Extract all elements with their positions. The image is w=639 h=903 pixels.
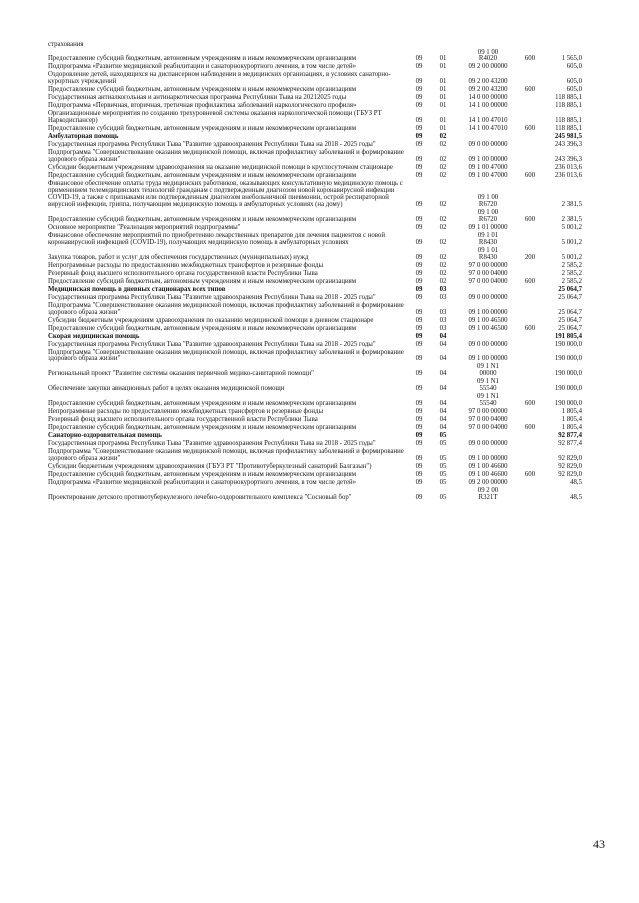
cell-amount: 92 829,0 (558, 471, 582, 479)
cell-name: Непрограммные расходы по предоставлению межбюджетных трансфертов и резервные фонды (48, 261, 324, 269)
budget-table (48, 41, 600, 502)
cell-amount: 245 981,5 (554, 133, 582, 141)
cell-amount: 190 000,0 (554, 340, 582, 348)
cell-amount: 605,0 (566, 63, 582, 71)
cell-target-code: 09 0 00 00000 (468, 340, 508, 348)
cell-subsection-code: 04 (439, 385, 447, 393)
table-row (48, 126, 600, 134)
cell-subsection-code: 03 (439, 293, 447, 301)
cell-section-code: 09 (415, 385, 423, 393)
cell-amount: 243 396,3 (554, 156, 582, 164)
cell-target-code: 09 2 00 00000 (468, 479, 508, 487)
cell-subsection-code: 02 (439, 200, 447, 208)
cell-target-code: 09 1 N1 55540 (477, 393, 499, 408)
cell-subsection-code: 01 (439, 78, 447, 86)
table-row (48, 262, 600, 270)
cell-name: Амбулаторная помощь (48, 133, 119, 141)
table-row (48, 111, 600, 126)
cell-name: Государственная программа Республики Тыва "Развитие здравоохранения Республики Тыва на 2018 - 2025 годы" (48, 141, 376, 149)
cell-subsection-code: 02 (439, 133, 447, 141)
table-row (48, 270, 600, 278)
cell-section-code: 09 (415, 408, 423, 416)
cell-target-code: 09 2 00 43200 (468, 86, 508, 94)
cell-section-code: 09 (415, 164, 423, 172)
cell-section-code: 09 (415, 308, 423, 316)
cell-name: Подпрограмма «Развитие медицинской реабилитации и санаторнокурортного лечения, в том числе детей» (48, 479, 357, 487)
cell-subsection-code: 01 (439, 55, 447, 63)
cell-amount: 92 877,4 (558, 432, 582, 440)
cell-section-code: 09 (415, 215, 423, 223)
cell-subsection-code: 02 (439, 215, 447, 223)
cell-name: Подпрограмма "Совершенствование оказания медицинской помощи, включая профилактику заболеваний и формирование здорового образа жизни" (48, 149, 404, 164)
cell-amount: 48,5 (570, 479, 582, 487)
cell-amount: 25 064,7 (558, 316, 582, 324)
cell-name: Подпрограмма "Совершенствование оказания медицинской помощи, включая профилактику заболеваний и формирование здорового образа жизни" (48, 448, 404, 463)
cell-amount: 92 829,0 (558, 455, 582, 463)
cell-section-code: 09 (415, 455, 423, 463)
cell-subsection-code: 04 (439, 408, 447, 416)
cell-target-code: 09 2 00 00000 (468, 63, 508, 71)
cell-target-code: 09 1 00 R6720 (477, 193, 499, 208)
cell-section-code: 09 (415, 63, 423, 71)
cell-name: Обеспечение закупки авиационных работ в целях оказания медицинской помощи (48, 385, 285, 393)
table-row (48, 41, 600, 49)
cell-target-code: 09 1 00 46500 (468, 316, 508, 324)
cell-subsection-code: 02 (439, 156, 447, 164)
cell-section-code: 09 (415, 223, 423, 231)
cell-name: Предоставление субсидий бюджетным, автономным учреждениям и иным некоммерческим организациям (48, 172, 357, 180)
cell-subsection-code: 03 (439, 324, 447, 332)
cell-amount: 25 064,7 (558, 293, 582, 301)
cell-amount: 2 585,2 (561, 277, 582, 285)
cell-name: Предоставление субсидий бюджетным, автономным учреждениям и иным некоммерческим организациям (48, 400, 357, 408)
cell-name: Финансовое обеспечение мероприятий по приобретению лекарственных препаратов для лечения пациентов с новой коронавирусной инфекцией (COVID-19), получающих медицинскую помощь в амбулаторных условиях (48, 231, 385, 246)
table-row (48, 49, 600, 64)
cell-section-code: 09 (415, 117, 423, 125)
cell-section-code: 09 (415, 156, 423, 164)
cell-subsection-code: 04 (439, 424, 447, 432)
cell-target-code: 09 1 01 R8430 (477, 246, 499, 261)
cell-name: Медицинская помощь в дневных стационарах всех типов (48, 285, 226, 293)
cell-section-code: 09 (415, 285, 423, 293)
cell-subsection-code: 02 (439, 261, 447, 269)
cell-name: Подпрограмма "Совершенствование оказания медицинской помощи, включая профилактику заболеваний и формирование здорового образа жизни" (48, 348, 404, 363)
cell-subsection-code: 02 (439, 238, 447, 246)
cell-subsection-code: 02 (439, 223, 447, 231)
cell-section-code: 09 (415, 324, 423, 332)
cell-subsection-code: 04 (439, 332, 447, 340)
cell-target-code: 09 1 00 46600 (468, 463, 508, 471)
cell-section-code: 09 (415, 370, 423, 378)
cell-name: Санаторно-оздоровительная помощь (48, 432, 162, 440)
cell-section-code: 09 (415, 416, 423, 424)
cell-target-code: 09 0 00 00000 (468, 440, 508, 448)
cell-subsection-code: 05 (439, 471, 447, 479)
cell-amount: 2 585,2 (561, 269, 582, 277)
cell-target-code: 97 0 00 04000 (468, 269, 508, 277)
cell-section-code: 09 (415, 479, 423, 487)
cell-name: Субсидии бюджетным учреждениям здравоохранения на оказание медицинской помощи в круглосуточном стационаре (48, 164, 393, 172)
cell-section-code: 09 (415, 238, 423, 246)
cell-amount: 243 396,3 (554, 141, 582, 149)
cell-name: Государственная программа Республики Тыва "Развитие здравоохранения Республики Тыва на 2018 - 2025 годы" (48, 293, 376, 301)
cell-subsection-code: 02 (439, 164, 447, 172)
cell-subsection-code: 05 (439, 493, 447, 501)
cell-expense-type: 600 (524, 277, 536, 285)
cell-section-code: 09 (415, 355, 423, 363)
cell-name: Предоставление субсидий бюджетным, автономным учреждениям и иным некоммерческим организациям (48, 125, 357, 133)
cell-expense-type: 600 (524, 400, 536, 408)
cell-amount: 1 805,4 (561, 416, 582, 424)
cell-section-code: 09 (415, 463, 423, 471)
cell-amount: 25 064,7 (558, 285, 582, 293)
cell-expense-type: 600 (524, 424, 536, 432)
cell-target-code: 09 2 00 R321T (477, 487, 499, 501)
cell-expense-type: 600 (524, 86, 536, 94)
cell-section-code: 09 (415, 102, 423, 110)
table-row (48, 181, 600, 210)
cell-name: страхования (48, 40, 84, 48)
cell-section-code: 09 (415, 432, 423, 440)
table-row (48, 364, 600, 379)
cell-name: Государственная программа Республики Тыва "Развитие здравоохранения Республики Тыва на 2018 - 2025 годы" (48, 340, 376, 348)
cell-section-code: 09 (415, 316, 423, 324)
cell-name: Скорая медицинская помощь (48, 332, 140, 340)
cell-section-code: 09 (415, 269, 423, 277)
table-row (48, 278, 600, 286)
cell-section-code: 09 (415, 471, 423, 479)
cell-target-code: 14 0 00 00000 (468, 94, 508, 102)
cell-name: Предоставление субсидий бюджетным, автономным учреждениям и иным некоммерческим организациям (48, 471, 357, 479)
page-number: 43 (593, 837, 605, 851)
cell-subsection-code: 05 (439, 463, 447, 471)
cell-subsection-code: 04 (439, 370, 447, 378)
cell-section-code: 09 (415, 200, 423, 208)
cell-name: Предоставление субсидий бюджетным, автономным учреждениям и иным некоммерческим организациям (48, 55, 357, 63)
cell-subsection-code: 01 (439, 102, 447, 110)
cell-amount: 118 885,1 (555, 125, 582, 133)
table-row (48, 302, 600, 317)
table-row (48, 150, 600, 165)
cell-subsection-code: 02 (439, 141, 447, 149)
cell-subsection-code: 02 (439, 269, 447, 277)
cell-name: Основное мероприятие "Реализация мероприятий подпрограммы" (48, 223, 241, 231)
cell-amount: 191 805,4 (554, 332, 582, 340)
cell-section-code: 09 (415, 86, 423, 94)
cell-amount: 190 000,0 (554, 370, 582, 378)
cell-target-code: 09 1 00 47000 (468, 164, 508, 172)
cell-name: Проектирование детского противотуберкулезного лечебно-оздоровительного комплекса "Сосновый бор" (48, 493, 352, 501)
cell-name: Оздоровление детей, находящихся на диспансерном наблюдении в медицинских организациях, в условиях санаторно-курортных учреждений (48, 71, 391, 86)
cell-subsection-code: 05 (439, 432, 447, 440)
cell-subsection-code: 03 (439, 308, 447, 316)
cell-name: Организационные мероприятия по созданию трехуровневой системы оказания наркологической помощи (ГБУЗ РТ Наркодиспансер) (48, 110, 382, 125)
cell-target-code: 09 1 00 R6720 (477, 208, 499, 223)
cell-name: Подпрограмма «Развитие медицинской реабилитации и санаторнокурортного лечения, в том числе детей» (48, 63, 357, 71)
cell-amount: 1 805,4 (561, 424, 582, 432)
cell-section-code: 09 (415, 55, 423, 63)
table-row (48, 232, 600, 247)
cell-target-code: 97 0 00 00000 (468, 261, 508, 269)
cell-amount: 118 885,1 (555, 94, 582, 102)
cell-subsection-code: 04 (439, 340, 447, 348)
cell-section-code: 09 (415, 277, 423, 285)
cell-subsection-code: 03 (439, 316, 447, 324)
cell-name: Предоставление субсидий бюджетным, автономным учреждениям и иным некоммерческим организациям (48, 215, 357, 223)
table-row (48, 247, 600, 262)
cell-section-code: 09 (415, 261, 423, 269)
table-row (48, 394, 600, 409)
cell-subsection-code: 04 (439, 355, 447, 363)
table-row (48, 379, 600, 394)
cell-name: Подпрограмма "Совершенствование оказания медицинской помощи, включая профилактику заболеваний и формирование здорового образа жизни" (48, 301, 404, 316)
cell-expense-type: 600 (524, 215, 536, 223)
cell-subsection-code: 03 (439, 285, 447, 293)
cell-amount: 1 565,0 (561, 55, 582, 63)
cell-section-code: 09 (415, 424, 423, 432)
cell-amount: 1 805,4 (561, 408, 582, 416)
cell-amount: 5 001,2 (561, 253, 582, 261)
cell-expense-type: 600 (524, 324, 536, 332)
cell-name: Субсидии бюджетным учреждениям здравоохранения (ГБУЗ РТ "Противотуберкулезный санаторий Балгазын") (48, 463, 372, 471)
table-row (48, 72, 600, 87)
cell-subsection-code: 05 (439, 479, 447, 487)
cell-section-code: 09 (415, 125, 423, 133)
cell-target-code: 97 0 00 04000 (468, 416, 508, 424)
cell-name: Подпрограмма «Первичная, вторичная, третичная профилактика заболеваний наркологического профиля» (48, 102, 357, 110)
cell-target-code: 09 1 00 46500 (468, 324, 508, 332)
cell-name: Резервный фонд высшего исполнительного органа государственной власти Республики Тыва (48, 269, 318, 277)
cell-target-code: 09 1 00 R4020 (477, 48, 499, 63)
cell-expense-type: 600 (524, 125, 536, 133)
cell-target-code: 97 0 00 00000 (468, 408, 508, 416)
cell-target-code: 09 0 00 00000 (468, 293, 508, 301)
cell-section-code: 09 (415, 332, 423, 340)
cell-target-code: 97 0 00 04000 (468, 277, 508, 285)
cell-target-code: 09 1 00 47000 (468, 172, 508, 180)
cell-amount: 92 877,4 (558, 440, 582, 448)
section-header-row (48, 286, 600, 294)
cell-target-code: 09 1 01 00000 (468, 223, 508, 231)
cell-expense-type: 600 (524, 471, 536, 479)
cell-amount: 190 000,0 (554, 400, 582, 408)
cell-subsection-code: 01 (439, 86, 447, 94)
cell-amount: 190 000,0 (554, 385, 582, 393)
cell-target-code: 09 1 00 46600 (468, 471, 508, 479)
cell-name: Региональный проект "Развитие системы оказания первичной медико-санитарной помощи" (48, 370, 314, 378)
cell-subsection-code: 05 (439, 440, 447, 448)
cell-section-code: 09 (415, 172, 423, 180)
cell-subsection-code: 02 (439, 172, 447, 180)
cell-name: Государственная программа Республики Тыва "Развитие здравоохранения Республики Тыва на 2018 - 2025 годы" (48, 440, 376, 448)
cell-amount: 236 013,6 (554, 164, 582, 172)
cell-amount: 5 001,2 (561, 223, 582, 231)
cell-subsection-code: 01 (439, 125, 447, 133)
cell-amount: 236 013,6 (554, 172, 582, 180)
cell-subsection-code: 05 (439, 455, 447, 463)
cell-section-code: 09 (415, 400, 423, 408)
cell-name: Резервный фонд высшего исполнительного органа государственной власти Республики Тыва (48, 416, 318, 424)
cell-amount: 92 829,0 (558, 463, 582, 471)
cell-name: Финансовое обеспечение оплаты труда медицинских работников, оказывающих консультативную медицинскую помощь с применением телемедицинских технологий гражданам с подтвержденным диагнозом новой коронавирусной инфекции COVID-19, а также с признаками или подтвержденным диагнозом внебольничной пневмонии, острой респираторной вирусной инфекции, гриппа, получающим медицинскую помощь в амбулаторных условиях (на дому) (48, 180, 403, 208)
cell-section-code: 09 (415, 141, 423, 149)
cell-subsection-code: 02 (439, 277, 447, 285)
cell-target-code: 97 0 00 04000 (468, 424, 508, 432)
cell-amount: 2 585,2 (561, 261, 582, 269)
table-row (48, 449, 600, 464)
cell-target-code: 14 1 00 47010 (468, 117, 508, 125)
cell-section-code: 09 (415, 293, 423, 301)
table-row (48, 488, 600, 503)
cell-section-code: 09 (415, 94, 423, 102)
cell-target-code: 09 1 N1 55540 (477, 378, 499, 393)
cell-section-code: 09 (415, 133, 423, 141)
cell-amount: 605,0 (566, 86, 582, 94)
table-row (48, 294, 600, 302)
cell-target-code: 09 1 00 00000 (468, 455, 508, 463)
cell-name: Предоставление субсидий бюджетным, автономным учреждениям и иным некоммерческим организациям (48, 86, 357, 94)
cell-section-code: 09 (415, 340, 423, 348)
cell-amount: 25 064,7 (558, 308, 582, 316)
cell-target-code: 09 0 00 00000 (468, 141, 508, 149)
cell-name: Предоставление субсидий бюджетным, автономным учреждениям и иным некоммерческим организациям (48, 424, 357, 432)
cell-section-code: 09 (415, 440, 423, 448)
cell-subsection-code: 01 (439, 117, 447, 125)
cell-name: Государственная антиалкогольная и антинаркотическая программа Республики Тыва на 20212025 годы (48, 94, 347, 102)
cell-name: Предоставление субсидий бюджетным, автономным учреждениям и иным некоммерческим организациям (48, 324, 357, 332)
cell-amount: 190 000,0 (554, 355, 582, 363)
section-header-row (48, 333, 600, 341)
cell-section-code: 09 (415, 493, 423, 501)
cell-expense-type: 200 (524, 253, 536, 261)
cell-expense-type: 600 (524, 55, 536, 63)
cell-subsection-code: 01 (439, 63, 447, 71)
cell-amount: 2 381,5 (561, 200, 582, 208)
cell-amount: 605,0 (566, 78, 582, 86)
cell-subsection-code: 01 (439, 94, 447, 102)
table-row (48, 349, 600, 364)
cell-amount: 118 885,1 (555, 117, 582, 125)
cell-amount: 118 885,1 (555, 102, 582, 110)
cell-target-code: 14 1 00 00000 (468, 102, 508, 110)
table-row (48, 209, 600, 224)
cell-target-code: 09 1 N1 00000 (477, 363, 499, 378)
cell-amount: 25 064,7 (558, 324, 582, 332)
table-row (48, 325, 600, 333)
cell-target-code: 09 2 00 43200 (468, 78, 508, 86)
cell-name: Предоставление субсидий бюджетным, автономным учреждениям и иным некоммерческим организациям (48, 277, 357, 285)
cell-section-code: 09 (415, 78, 423, 86)
table-row (48, 480, 600, 488)
cell-name: Закупка товаров, работ и услуг для обеспечения государственных (муниципальных) нужд (48, 253, 309, 261)
cell-target-code: 09 1 00 00000 (468, 308, 508, 316)
cell-target-code: 09 1 00 00000 (468, 156, 508, 164)
cell-amount: 2 381,5 (561, 215, 582, 223)
cell-name: Непрограммные расходы по предоставлению межбюджетных трансфертов и резервные фонды (48, 408, 324, 416)
table-row (48, 341, 600, 349)
cell-target-code: 09 1 00 00000 (468, 355, 508, 363)
table-row (48, 317, 600, 325)
cell-subsection-code: 04 (439, 400, 447, 408)
cell-subsection-code: 04 (439, 416, 447, 424)
cell-amount: 5 001,2 (561, 238, 582, 246)
cell-target-code: 09 1 01 R8430 (477, 231, 499, 246)
cell-name: Субсидии бюджетным учреждениям здравоохранения по оказанию медицинской помощи в дневном стационаре (48, 316, 374, 324)
cell-section-code: 09 (415, 253, 423, 261)
cell-expense-type: 600 (524, 172, 536, 180)
cell-subsection-code: 02 (439, 253, 447, 261)
cell-amount: 48,5 (570, 493, 582, 501)
cell-target-code: 14 1 00 47010 (468, 125, 508, 133)
